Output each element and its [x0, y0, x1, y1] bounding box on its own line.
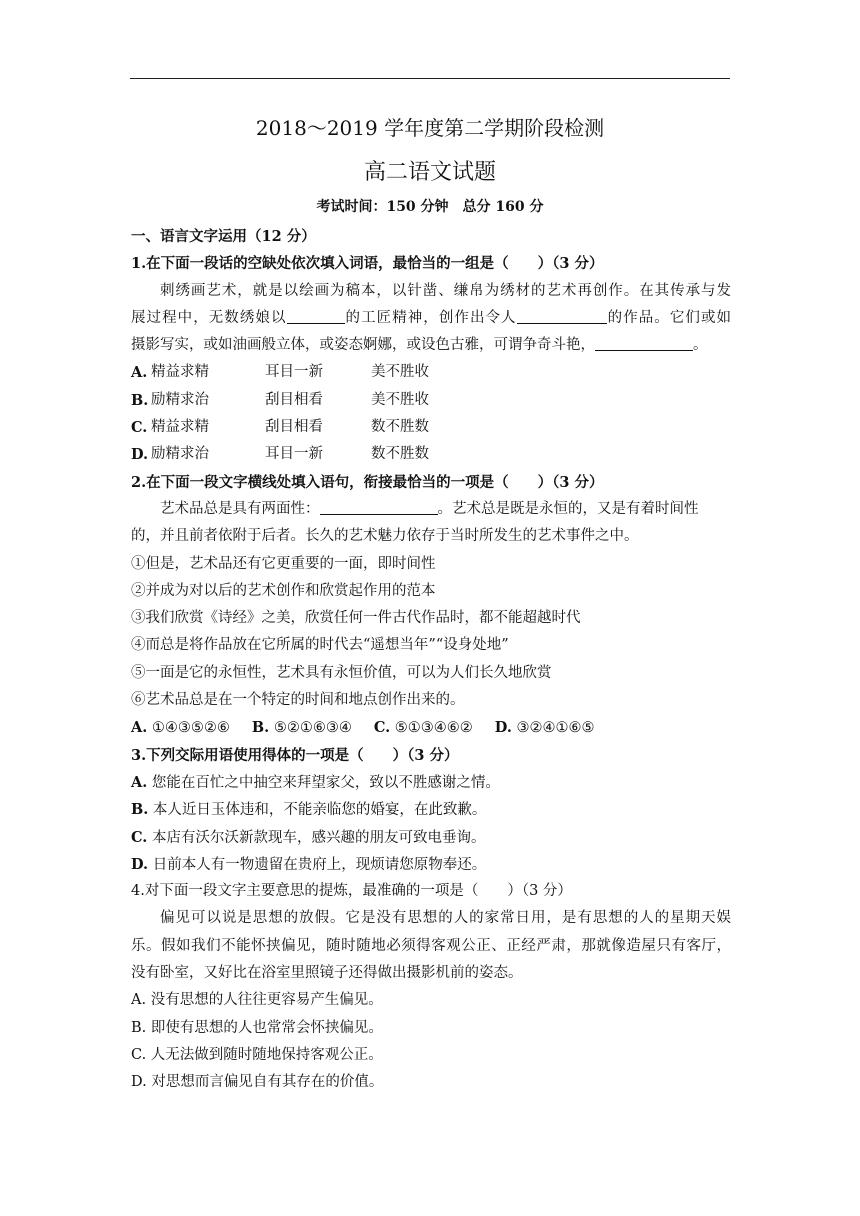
option-word: 精益求精: [151, 419, 209, 436]
question-2-option-c: [374, 714, 473, 741]
option-key: A.: [131, 773, 148, 791]
question-3-option-a: [131, 769, 731, 796]
question-1-option-d: [131, 441, 731, 468]
question-1-passage-line: 刺绣画艺术，就是以绘画为稿本，以针凿、缣帛为绣材的艺术再创作。在其传承与发: [160, 282, 731, 299]
option-key: C.: [131, 419, 148, 437]
blank-3: [595, 332, 693, 351]
option-key: D.: [131, 446, 149, 464]
question-1-stem: 1.在下面一段话的空缺处依次填入词语，最恰当的一组是（ ）（3 分）: [131, 255, 604, 273]
question-2-option-d: [495, 714, 595, 741]
question-4-stem: 4.对下面一段文字主要意思的提炼，最准确的一项是（ ）（3 分）: [131, 883, 572, 900]
exam-body: [131, 223, 731, 1097]
question-2-option-b: [252, 714, 352, 741]
option-word: 励精求治: [151, 446, 209, 463]
option-word: 耳目一新: [265, 364, 323, 381]
question-1-option-a: [131, 359, 731, 386]
option-key: D.: [131, 1074, 147, 1091]
question-4-option-b: [131, 1015, 731, 1042]
question-2-passage-line: 的，并且前者依附于后者。长久的艺术魅力依存于当时所发生的艺术事件之中。: [131, 528, 639, 545]
blank-1: [287, 305, 345, 324]
passage-text: 展过程中，无数绣娘以: [131, 309, 287, 326]
question-4-passage-line: 没有卧室，又好比在浴室里照镜子还得做出摄影机前的姿态。: [131, 965, 523, 982]
option-text: 对思想而言偏见自有其存在的价值。: [151, 1074, 384, 1091]
question-2-sentence: ①但是，艺术品还有它更重要的一面，即时间性: [131, 555, 436, 572]
option-key: C.: [373, 719, 391, 737]
question-1-option-c: [131, 414, 731, 441]
option-key: B.: [131, 1019, 147, 1036]
passage-text: 。艺术总是既是永恒的，又是有着时间性: [437, 500, 699, 517]
option-word: 刮目相看: [265, 391, 323, 408]
passage-text: 。: [693, 337, 708, 354]
option-key: A.: [131, 719, 148, 737]
question-2-sentence: ⑥艺术品总是在一个特定的时间和地点创作出来的。: [131, 692, 465, 709]
question-4-passage-line: 乐。假如我们不能怀挟偏见，随时随地必须得客观公正、正经严肃，那就像造屋只有客厅，: [131, 937, 731, 954]
question-2-stem: 2.在下面一段文字横线处填入语句，衔接最恰当的一项是（ ）（3 分）: [131, 473, 604, 491]
question-2-option-a: [131, 714, 230, 741]
option-key: B.: [251, 719, 270, 737]
blank-1: [320, 496, 438, 515]
question-4-option-c: [131, 1042, 731, 1069]
question-1-passage-line: [131, 332, 731, 359]
option-text: 没有思想的人往往更容易产生偏见。: [150, 992, 383, 1009]
question-3-option-d: [131, 851, 731, 878]
question-2-sentence: ④而总是将作品放在它所属的时代去“遥想当年”“设身处地”: [131, 637, 509, 654]
question-2-options: [131, 714, 731, 741]
question-2-sentence: ③我们欣赏《诗经》之美，欣赏任何一件古代作品时，都不能超越时代: [131, 610, 581, 627]
option-key: A.: [131, 364, 148, 382]
question-4-passage-line: 偏见可以说是思想的放假。它是没有思想的人的家常日用，是有思想的人的星期天娱: [160, 910, 731, 927]
option-text: 本店有沃尔沃新款现车，感兴趣的朋友可致电垂询。: [151, 829, 486, 846]
option-text: 本人近日玉体违和，不能亲临您的婚宴，在此致歉。: [152, 802, 487, 819]
option-word: 励精求治: [151, 391, 209, 408]
option-key: A.: [131, 992, 147, 1009]
exam-info: 考试时间：150 分钟 总分 160 分: [316, 199, 544, 215]
question-4-option-a: [131, 987, 731, 1014]
passage-text: 的作品。它们或如: [606, 309, 732, 326]
option-text: 您能在百忙之中抽空来拜望家父，致以不胜感谢之情。: [151, 774, 500, 791]
question-3-stem: 3.下列交际用语使用得体的一项是（ ）（3 分）: [131, 746, 459, 764]
option-text: ①④③⑤②⑥: [151, 720, 230, 737]
question-1-option-b: [131, 387, 731, 414]
exam-subtitle: 高二语文试题: [363, 160, 496, 185]
passage-text: 艺术品总是具有两面性：: [160, 500, 320, 517]
question-3-option-b: [131, 796, 731, 823]
option-text: 人无法做到随时随地保持客观公正。: [150, 1046, 383, 1063]
option-key: C.: [131, 1046, 147, 1063]
question-2-passage-line: [131, 496, 731, 523]
header-rule: [130, 78, 730, 79]
passage-text: 的工匠精神，创作出令人: [344, 309, 517, 326]
option-text: 日前本人有一物遗留在贵府上，现烦请您原物奉还。: [152, 856, 487, 873]
passage-text: 摄影写实，或如油画般立体，或姿态婀娜，或设色古雅，可谓争奇斗艳，: [131, 337, 595, 354]
question-4-option-d: [131, 1069, 731, 1096]
question-3-option-c: [131, 824, 731, 851]
option-word: 美不胜收: [371, 364, 429, 381]
option-word: 数不胜数: [371, 446, 429, 463]
blank-2: [517, 305, 607, 324]
section-heading: 一、语言文字运用（12 分）: [131, 228, 316, 245]
option-word: 精益求精: [151, 364, 209, 381]
option-key: D.: [494, 719, 512, 737]
option-text: 即使有思想的人也常常会怀挟偏见。: [150, 1019, 383, 1036]
question-2-sentence: ⑤一面是它的永恒性，艺术具有永恒价值，可以为人们长久地欣赏: [131, 664, 552, 681]
option-key: B.: [131, 391, 149, 409]
option-text: ⑤②①⑥③④: [273, 720, 352, 737]
option-text: ③②④①⑥⑤: [516, 720, 595, 737]
option-word: 数不胜数: [371, 419, 429, 436]
exam-title: 2018～2019 学年度第二学期阶段检测: [255, 116, 605, 140]
option-word: 美不胜收: [371, 391, 429, 408]
option-key: B.: [131, 801, 149, 819]
option-word: 耳目一新: [265, 446, 323, 463]
option-word: 刮目相看: [265, 419, 323, 436]
option-key: D.: [131, 855, 149, 873]
option-text: ⑤①③④⑥②: [394, 720, 473, 737]
question-2-sentence: ②并成为对以后的艺术创作和欣赏起作用的范本: [131, 582, 436, 599]
option-key: C.: [131, 828, 148, 846]
question-1-passage-line: [131, 305, 731, 332]
